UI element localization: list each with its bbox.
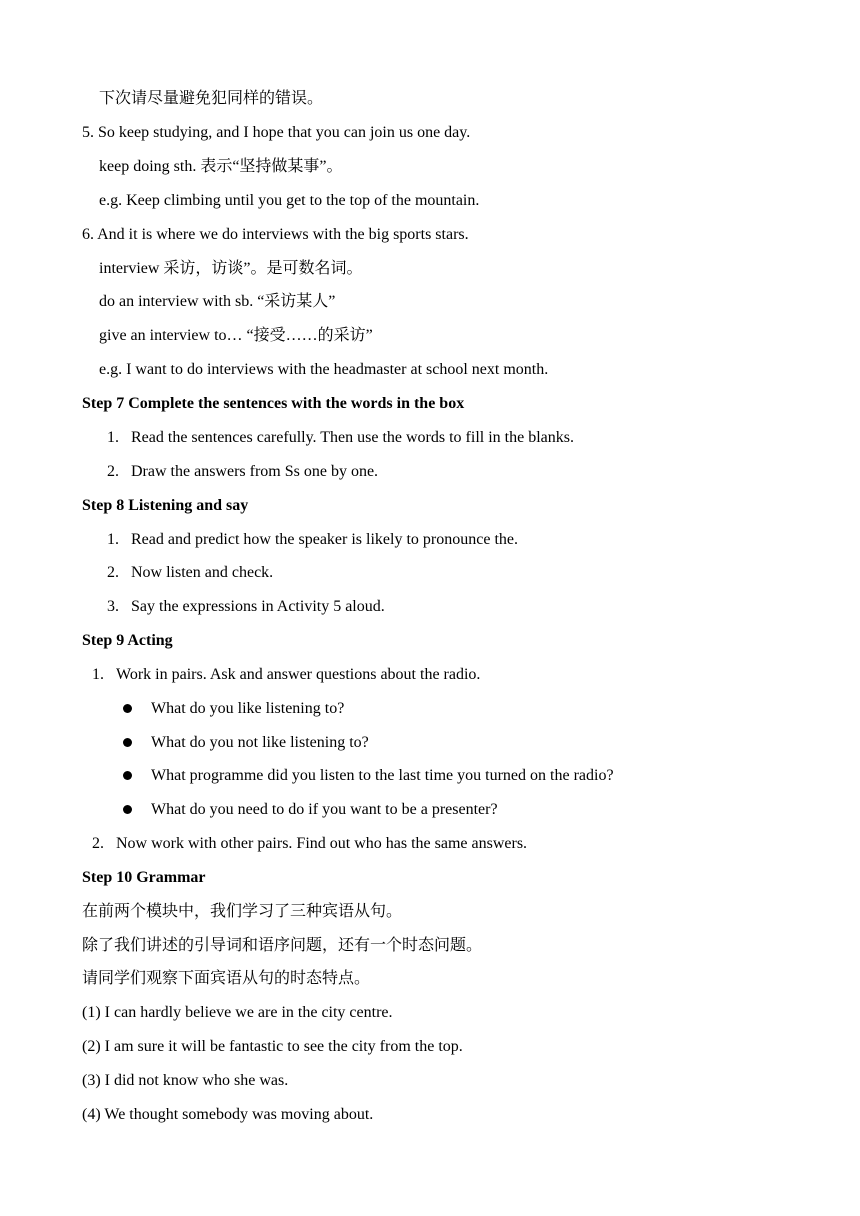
phrase-interview: interview 采访，访谈”。是可数名词。 — [99, 260, 363, 277]
list-item: Now work with other pairs. Find out who has the same answers. — [116, 835, 528, 852]
sentence-5: 5. So keep studying, and I hope that you can join us one day. — [82, 124, 471, 141]
bullet-question: What do you not like listening to? — [151, 734, 369, 751]
list-item-number: 3. — [107, 598, 119, 615]
grammar-example: (4) We thought somebody was moving about. — [82, 1106, 374, 1123]
step-7-heading: Step 7 Complete the sentences with the words in the box — [82, 395, 465, 412]
list-item-number: 1. — [107, 429, 119, 446]
sentence-6: 6. And it is where we do interviews with the big sports stars. — [82, 226, 469, 243]
list-item: Draw the answers from Ss one by one. — [131, 463, 379, 480]
bullet-icon — [123, 704, 132, 713]
list-item-number: 1. — [107, 531, 119, 548]
example-interviews: e.g. I want to do interviews with the headmaster at school next month. — [99, 361, 549, 378]
bullet-icon — [123, 805, 132, 814]
bullet-question: What programme did you listen to the last time you turned on the radio? — [151, 767, 614, 784]
list-item-number: 2. — [107, 463, 119, 480]
grammar-example: (3) I did not know who she was. — [82, 1072, 289, 1089]
bullet-question: What do you like listening to? — [151, 700, 345, 717]
step-10-heading: Step 10 Grammar — [82, 869, 206, 886]
phrase-give-an-interview: give an interview to… “接受……的采访” — [99, 327, 373, 344]
bullet-icon — [123, 738, 132, 747]
list-item: Now listen and check. — [131, 564, 274, 581]
grammar-example: (2) I am sure it will be fantastic to see the city from the top. — [82, 1038, 463, 1055]
list-item: Work in pairs. Ask and answer questions about the radio. — [116, 666, 481, 683]
grammar-note: 在前两个模块中，我们学习了三种宾语从句。 — [82, 903, 403, 920]
list-item: Read the sentences carefully. Then use the words to fill in the blanks. — [131, 429, 574, 446]
list-item: Say the expressions in Activity 5 aloud. — [131, 598, 385, 615]
note-text: 下次请尽量避免犯同样的错误。 — [99, 90, 324, 107]
phrase-keep-doing: keep doing sth. 表示“坚持做某事”。 — [99, 158, 343, 175]
list-item: Read and predict how the speaker is likely to pronounce the. — [131, 531, 518, 548]
grammar-example: (1) I can hardly believe we are in the city centre. — [82, 1004, 393, 1021]
list-item-number: 1. — [92, 666, 104, 683]
bullet-question: What do you need to do if you want to be a presenter? — [151, 801, 498, 818]
step-9-heading: Step 9 Acting — [82, 632, 173, 649]
step-8-heading: Step 8 Listening and say — [82, 497, 249, 514]
list-item-number: 2. — [107, 564, 119, 581]
phrase-do-an-interview: do an interview with sb. “采访某人” — [99, 293, 336, 310]
bullet-icon — [123, 771, 132, 780]
grammar-note: 请同学们观察下面宾语从句的时态特点。 — [82, 970, 371, 987]
example-keep-climbing: e.g. Keep climbing until you get to the top of the mountain. — [99, 192, 480, 209]
grammar-note: 除了我们讲述的引导词和语序问题，还有一个时态问题。 — [82, 937, 483, 954]
list-item-number: 2. — [92, 835, 104, 852]
